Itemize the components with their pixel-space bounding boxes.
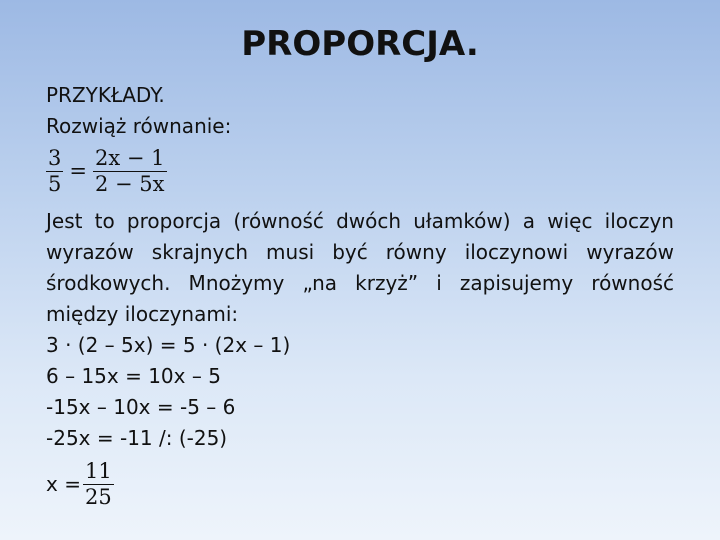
slide-title: PROPORCJA. bbox=[241, 24, 479, 64]
slide-content bbox=[46, 80, 674, 512]
right-fraction bbox=[93, 146, 167, 197]
proportion-equation bbox=[46, 140, 674, 202]
step-1: 3 · (2 – 5x) = 5 · (2x – 1) bbox=[46, 333, 291, 357]
right-denominator: 2 − 5x bbox=[94, 171, 165, 196]
left-denominator: 5 bbox=[48, 171, 62, 196]
section-heading: PRZYKŁADY. bbox=[46, 83, 165, 107]
task-text: Rozwiąż równanie: bbox=[46, 114, 232, 138]
answer-fraction bbox=[83, 459, 114, 510]
answer-label: x = bbox=[46, 471, 81, 496]
step-3: -15x – 10x = -5 – 6 bbox=[46, 395, 236, 419]
left-fraction bbox=[46, 146, 63, 197]
answer-numerator: 11 bbox=[84, 458, 112, 483]
step-2: 6 – 15x = 10x – 5 bbox=[46, 364, 221, 388]
equals-sign: = bbox=[69, 158, 87, 183]
explanation-text: Jest to proporcja (równość dwóch ułamków) a więc iloczyn wyrazów skrajnych musi być równy iloczynowi wyrazów środkowych. Mnożymy „na krzyż” i zapisujemy równość między iloczynami: bbox=[46, 209, 674, 326]
right-numerator: 2x − 1 bbox=[94, 145, 165, 170]
answer-denominator: 25 bbox=[84, 484, 112, 509]
left-numerator: 3 bbox=[48, 145, 62, 170]
step-4: -25x = -11 /: (-25) bbox=[46, 426, 228, 450]
answer-line bbox=[46, 456, 674, 512]
